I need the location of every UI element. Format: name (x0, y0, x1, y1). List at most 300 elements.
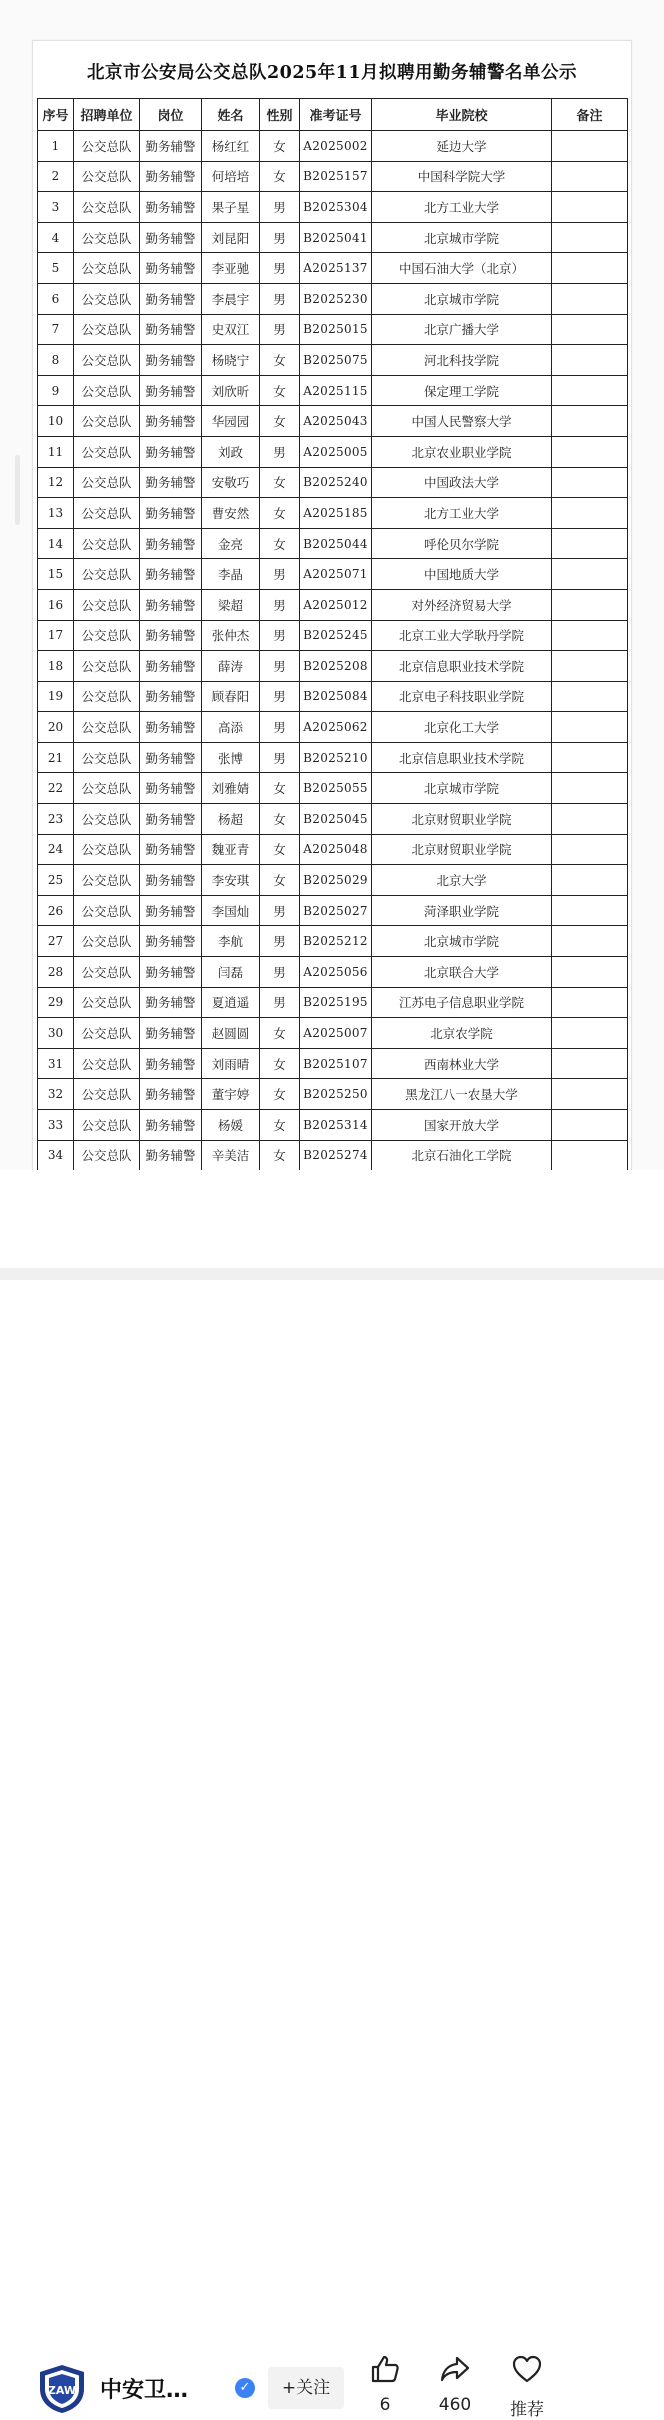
like-count: 6 (379, 2395, 391, 2415)
table-cell (552, 804, 628, 835)
table-cell: B2025055 (300, 773, 372, 804)
table-cell: 黑龙江八一农垦大学 (372, 1079, 552, 1110)
table-cell: 男 (260, 314, 300, 345)
table-row (38, 773, 628, 804)
table-cell (552, 1048, 628, 1079)
table-cell: 公交总队 (74, 498, 140, 529)
table-row (38, 131, 628, 162)
table-cell: 33 (38, 1110, 74, 1141)
table-cell: 公交总队 (74, 1079, 140, 1110)
table-cell: A2025002 (300, 131, 372, 162)
table-cell (552, 131, 628, 162)
table-cell: 李航 (202, 926, 260, 957)
table-cell: A2025137 (300, 253, 372, 284)
table-cell: 9 (38, 375, 74, 406)
table-cell: 勤务辅警 (140, 804, 202, 835)
table-cell: 12 (38, 467, 74, 498)
table-cell: 勤务辅警 (140, 681, 202, 712)
table-row (38, 987, 628, 1018)
table-cell: 勤务辅警 (140, 773, 202, 804)
table-cell: 勤务辅警 (140, 865, 202, 896)
table-cell: 20 (38, 712, 74, 743)
table-cell: 刘昆阳 (202, 222, 260, 253)
table-cell: 女 (260, 345, 300, 376)
table-cell: 公交总队 (74, 804, 140, 835)
table-cell: 勤务辅警 (140, 1048, 202, 1079)
table-cell (552, 926, 628, 957)
table-cell: 北京财贸职业学院 (372, 834, 552, 865)
table-row (38, 620, 628, 651)
table-cell: B2025195 (300, 987, 372, 1018)
table-row (38, 222, 628, 253)
table-cell: 28 (38, 957, 74, 988)
table-cell (552, 192, 628, 223)
table-cell: 勤务辅警 (140, 987, 202, 1018)
table-cell: 勤务辅警 (140, 192, 202, 223)
table-cell: 公交总队 (74, 865, 140, 896)
post-action-bar (0, 1170, 664, 2420)
table-cell: 北京城市学院 (372, 926, 552, 957)
home-indicator-area (0, 1268, 664, 1280)
table-cell: 北京石油化工学院 (372, 1140, 552, 1171)
table-cell: 薛涛 (202, 651, 260, 682)
table-cell: 公交总队 (74, 436, 140, 467)
like-button[interactable] (363, 2353, 407, 2415)
table-cell: 中国地质大学 (372, 559, 552, 590)
table-cell: 对外经济贸易大学 (372, 589, 552, 620)
table-cell: 公交总队 (74, 926, 140, 957)
table-cell: 夏逍遥 (202, 987, 260, 1018)
table-cell: 公交总队 (74, 253, 140, 284)
table-cell (552, 406, 628, 437)
table-row (38, 865, 628, 896)
svg-text:ZAW: ZAW (47, 2384, 77, 2397)
table-row (38, 528, 628, 559)
table-cell: 呼伦贝尔学院 (372, 528, 552, 559)
table-cell: 勤务辅警 (140, 651, 202, 682)
table-cell: 女 (260, 528, 300, 559)
table-cell: 勤务辅警 (140, 895, 202, 926)
table-cell: 男 (260, 589, 300, 620)
table-cell (552, 773, 628, 804)
column-header: 姓名 (202, 99, 260, 131)
table-row (38, 742, 628, 773)
table-cell: 公交总队 (74, 1048, 140, 1079)
table-cell: 2 (38, 161, 74, 192)
table-row (38, 651, 628, 682)
table-cell: A2025048 (300, 834, 372, 865)
table-row (38, 192, 628, 223)
recommend-button[interactable] (502, 2353, 552, 2420)
table-cell: 31 (38, 1048, 74, 1079)
table-row (38, 957, 628, 988)
table-cell: 女 (260, 1018, 300, 1049)
table-row (38, 1048, 628, 1079)
table-cell: 河北科技学院 (372, 345, 552, 376)
table-cell: 辛美洁 (202, 1140, 260, 1171)
table-cell: 公交总队 (74, 957, 140, 988)
table-cell (552, 589, 628, 620)
table-cell: 女 (260, 498, 300, 529)
table-row (38, 895, 628, 926)
table-cell (552, 834, 628, 865)
table-cell: 公交总队 (74, 773, 140, 804)
table-cell: 中国科学院大学 (372, 161, 552, 192)
table-cell: 公交总队 (74, 528, 140, 559)
table-cell (552, 161, 628, 192)
table-cell: 李晶 (202, 559, 260, 590)
table-cell: 公交总队 (74, 283, 140, 314)
table-cell: 勤务辅警 (140, 161, 202, 192)
table-cell: B2025250 (300, 1079, 372, 1110)
table-cell: 女 (260, 1110, 300, 1141)
table-cell: 金亮 (202, 528, 260, 559)
table-cell: 史双江 (202, 314, 260, 345)
table-cell: 北京信息职业技术学院 (372, 651, 552, 682)
table-cell: 勤务辅警 (140, 253, 202, 284)
table-cell: 公交总队 (74, 375, 140, 406)
table-cell (552, 865, 628, 896)
table-cell: 果子星 (202, 192, 260, 223)
table-cell: 杨超 (202, 804, 260, 835)
table-cell: 公交总队 (74, 222, 140, 253)
table-cell: 8 (38, 345, 74, 376)
table-cell (552, 467, 628, 498)
column-header: 岗位 (140, 99, 202, 131)
table-row (38, 436, 628, 467)
thumbs-up-icon (369, 2353, 401, 2385)
table-cell: 北方工业大学 (372, 498, 552, 529)
table-cell: 李安琪 (202, 865, 260, 896)
table-cell: 何培培 (202, 161, 260, 192)
table-cell: B2025029 (300, 865, 372, 896)
table-row (38, 1079, 628, 1110)
table-cell: 30 (38, 1018, 74, 1049)
table-cell: 3 (38, 192, 74, 223)
table-cell: 杨红红 (202, 131, 260, 162)
table-cell (552, 559, 628, 590)
table-cell: B2025045 (300, 804, 372, 835)
table-cell: 34 (38, 1140, 74, 1171)
table-cell: A2025043 (300, 406, 372, 437)
table-cell: 北京财贸职业学院 (372, 804, 552, 835)
table-cell: B2025210 (300, 742, 372, 773)
table-row (38, 253, 628, 284)
table-cell: 5 (38, 253, 74, 284)
table-cell: 女 (260, 865, 300, 896)
table-cell (552, 283, 628, 314)
table-cell: 7 (38, 314, 74, 345)
table-cell: 刘雨晴 (202, 1048, 260, 1079)
table-row (38, 1110, 628, 1141)
table-cell: 公交总队 (74, 1110, 140, 1141)
table-cell: A2025071 (300, 559, 372, 590)
table-cell: 曹安然 (202, 498, 260, 529)
table-cell: 勤务辅警 (140, 957, 202, 988)
table-cell: 公交总队 (74, 651, 140, 682)
table-cell: A2025062 (300, 712, 372, 743)
table-cell: 北京工业大学耿丹学院 (372, 620, 552, 651)
table-row (38, 375, 628, 406)
heart-icon (511, 2353, 543, 2385)
table-cell: 勤务辅警 (140, 222, 202, 253)
table-cell: 勤务辅警 (140, 834, 202, 865)
column-header: 备注 (552, 99, 628, 131)
table-cell: 女 (260, 467, 300, 498)
table-cell: 闫磊 (202, 957, 260, 988)
table-cell: 刘政 (202, 436, 260, 467)
table-cell: 女 (260, 804, 300, 835)
table-cell: 中国石油大学（北京） (372, 253, 552, 284)
table-cell: 11 (38, 436, 74, 467)
table-cell: 张博 (202, 742, 260, 773)
table-cell (552, 222, 628, 253)
table-cell: 13 (38, 498, 74, 529)
table-cell: 顾春阳 (202, 681, 260, 712)
table-cell: 勤务辅警 (140, 436, 202, 467)
table-row (38, 589, 628, 620)
table-cell: 魏亚青 (202, 834, 260, 865)
table-row (38, 345, 628, 376)
table-row (38, 314, 628, 345)
table-cell: A2025115 (300, 375, 372, 406)
table-cell: 公交总队 (74, 131, 140, 162)
table-cell: 勤务辅警 (140, 406, 202, 437)
table-cell: 勤务辅警 (140, 1018, 202, 1049)
table-cell: 24 (38, 834, 74, 865)
table-cell: 公交总队 (74, 620, 140, 651)
table-cell (552, 957, 628, 988)
table-cell: 4 (38, 222, 74, 253)
table-cell: 男 (260, 987, 300, 1018)
table-cell: 西南林业大学 (372, 1048, 552, 1079)
table-cell: 公交总队 (74, 161, 140, 192)
table-cell: 勤务辅警 (140, 131, 202, 162)
table-cell: A2025005 (300, 436, 372, 467)
table-cell: B2025015 (300, 314, 372, 345)
table-cell: 北京电子科技职业学院 (372, 681, 552, 712)
table-cell (552, 436, 628, 467)
table-cell: 公交总队 (74, 314, 140, 345)
table-cell: 公交总队 (74, 406, 140, 437)
table-row (38, 498, 628, 529)
share-icon (439, 2353, 471, 2385)
share-button[interactable] (432, 2353, 478, 2415)
table-cell (552, 742, 628, 773)
table-cell: 公交总队 (74, 1140, 140, 1171)
table-cell: 勤务辅警 (140, 620, 202, 651)
table-cell: B2025245 (300, 620, 372, 651)
table-cell: 27 (38, 926, 74, 957)
table-cell: 北京大学 (372, 865, 552, 896)
table-cell: 公交总队 (74, 192, 140, 223)
table-cell: 李亚驰 (202, 253, 260, 284)
table-cell: 公交总队 (74, 589, 140, 620)
table-cell: 公交总队 (74, 834, 140, 865)
follow-button[interactable]: +关注 (268, 2367, 344, 2409)
table-cell: 安敬巧 (202, 467, 260, 498)
table-cell: 男 (260, 436, 300, 467)
table-cell: 男 (260, 742, 300, 773)
table-cell: B2025157 (300, 161, 372, 192)
author-name[interactable]: 中安卫… (100, 2378, 189, 2403)
table-cell (552, 651, 628, 682)
table-cell: 女 (260, 773, 300, 804)
table-cell: B2025212 (300, 926, 372, 957)
recommend-label: 推荐 (510, 2400, 544, 2420)
table-cell: 北京城市学院 (372, 283, 552, 314)
table-cell: 杨晓宁 (202, 345, 260, 376)
table-cell: 公交总队 (74, 895, 140, 926)
table-row (38, 406, 628, 437)
table-cell: 保定理工学院 (372, 375, 552, 406)
table-cell: 女 (260, 131, 300, 162)
table-row (38, 161, 628, 192)
table-cell: 女 (260, 1048, 300, 1079)
candidate-table (37, 98, 628, 1171)
column-header: 性别 (260, 99, 300, 131)
table-cell: 张仲杰 (202, 620, 260, 651)
table-cell: 女 (260, 834, 300, 865)
table-cell: 公交总队 (74, 1018, 140, 1049)
document-title: 北京市公安局公交总队2025年11月拟聘用勤务辅警名单公示 (86, 63, 578, 83)
table-cell: B2025107 (300, 1048, 372, 1079)
table-cell (552, 528, 628, 559)
table-cell: 6 (38, 283, 74, 314)
table-cell: 女 (260, 1079, 300, 1110)
table-cell (552, 375, 628, 406)
table-cell (552, 895, 628, 926)
table-cell: 勤务辅警 (140, 528, 202, 559)
table-cell (552, 1018, 628, 1049)
table-cell: 北方工业大学 (372, 192, 552, 223)
table-cell: 北京城市学院 (372, 222, 552, 253)
table-cell: A2025185 (300, 498, 372, 529)
table-cell: B2025208 (300, 651, 372, 682)
table-cell (552, 1110, 628, 1141)
table-cell: 李晨宇 (202, 283, 260, 314)
table-row (38, 681, 628, 712)
table-cell: A2025007 (300, 1018, 372, 1049)
table-cell: 男 (260, 222, 300, 253)
table-cell: 北京联合大学 (372, 957, 552, 988)
share-count: 460 (438, 2395, 472, 2415)
table-cell: 22 (38, 773, 74, 804)
verified-check-icon: ✓ (235, 2378, 255, 2398)
table-cell: 勤务辅警 (140, 375, 202, 406)
table-cell: 中国人民警察大学 (372, 406, 552, 437)
table-cell: 北京城市学院 (372, 773, 552, 804)
table-cell: B2025027 (300, 895, 372, 926)
table-cell (552, 498, 628, 529)
table-cell (552, 253, 628, 284)
table-cell: 勤务辅警 (140, 283, 202, 314)
table-cell: 杨媛 (202, 1110, 260, 1141)
table-cell: 公交总队 (74, 712, 140, 743)
table-cell: 29 (38, 987, 74, 1018)
table-cell: 男 (260, 681, 300, 712)
table-body (38, 131, 628, 1171)
table-cell: 男 (260, 957, 300, 988)
table-cell: 公交总队 (74, 681, 140, 712)
table-cell: 男 (260, 253, 300, 284)
table-cell (552, 712, 628, 743)
table-cell: 21 (38, 742, 74, 773)
table-cell: 男 (260, 712, 300, 743)
table-cell: 勤务辅警 (140, 498, 202, 529)
column-header: 毕业院校 (372, 99, 552, 131)
table-cell: 北京农业职业学院 (372, 436, 552, 467)
table-cell: B2025304 (300, 192, 372, 223)
table-row (38, 559, 628, 590)
table-cell: 女 (260, 161, 300, 192)
table-cell: 勤务辅警 (140, 314, 202, 345)
table-cell: 勤务辅警 (140, 467, 202, 498)
table-cell: 19 (38, 681, 74, 712)
table-cell: A2025012 (300, 589, 372, 620)
table-cell: 女 (260, 406, 300, 437)
table-row (38, 926, 628, 957)
scroll-indicator[interactable] (15, 455, 20, 525)
table-cell: B2025075 (300, 345, 372, 376)
table-cell: 勤务辅警 (140, 1140, 202, 1171)
table-cell: 公交总队 (74, 742, 140, 773)
table-cell: 勤务辅警 (140, 1079, 202, 1110)
table-cell: 男 (260, 926, 300, 957)
table-cell: 公交总队 (74, 345, 140, 376)
table-cell: 男 (260, 192, 300, 223)
table-cell (552, 1079, 628, 1110)
table-row (38, 804, 628, 835)
table-cell: 25 (38, 865, 74, 896)
table-cell: B2025084 (300, 681, 372, 712)
table-cell: 16 (38, 589, 74, 620)
table-cell: 18 (38, 651, 74, 682)
table-cell: 勤务辅警 (140, 1110, 202, 1141)
table-cell: 梁超 (202, 589, 260, 620)
table-cell: 勤务辅警 (140, 926, 202, 957)
table-cell: 男 (260, 895, 300, 926)
table-cell: 刘雅婧 (202, 773, 260, 804)
table-cell: B2025314 (300, 1110, 372, 1141)
table-cell (552, 314, 628, 345)
table-cell: B2025240 (300, 467, 372, 498)
table-header-row (38, 99, 628, 131)
table-cell (552, 987, 628, 1018)
table-cell: B2025274 (300, 1140, 372, 1171)
table-row (38, 467, 628, 498)
table-cell: 男 (260, 620, 300, 651)
table-cell: 江苏电子信息职业学院 (372, 987, 552, 1018)
table-row (38, 712, 628, 743)
table-cell (552, 620, 628, 651)
table-row (38, 1140, 628, 1171)
table-cell: 17 (38, 620, 74, 651)
table-cell (552, 345, 628, 376)
table-cell: 赵圆圆 (202, 1018, 260, 1049)
table-cell: B2025041 (300, 222, 372, 253)
account-avatar[interactable] (36, 2363, 88, 2415)
table-cell: 32 (38, 1079, 74, 1110)
table-cell: 14 (38, 528, 74, 559)
table-cell: 女 (260, 1140, 300, 1171)
table-cell: 公交总队 (74, 559, 140, 590)
column-header: 招聘单位 (74, 99, 140, 131)
column-header: 准考证号 (300, 99, 372, 131)
table-cell: 男 (260, 651, 300, 682)
table-row (38, 1018, 628, 1049)
table-cell: 延边大学 (372, 131, 552, 162)
